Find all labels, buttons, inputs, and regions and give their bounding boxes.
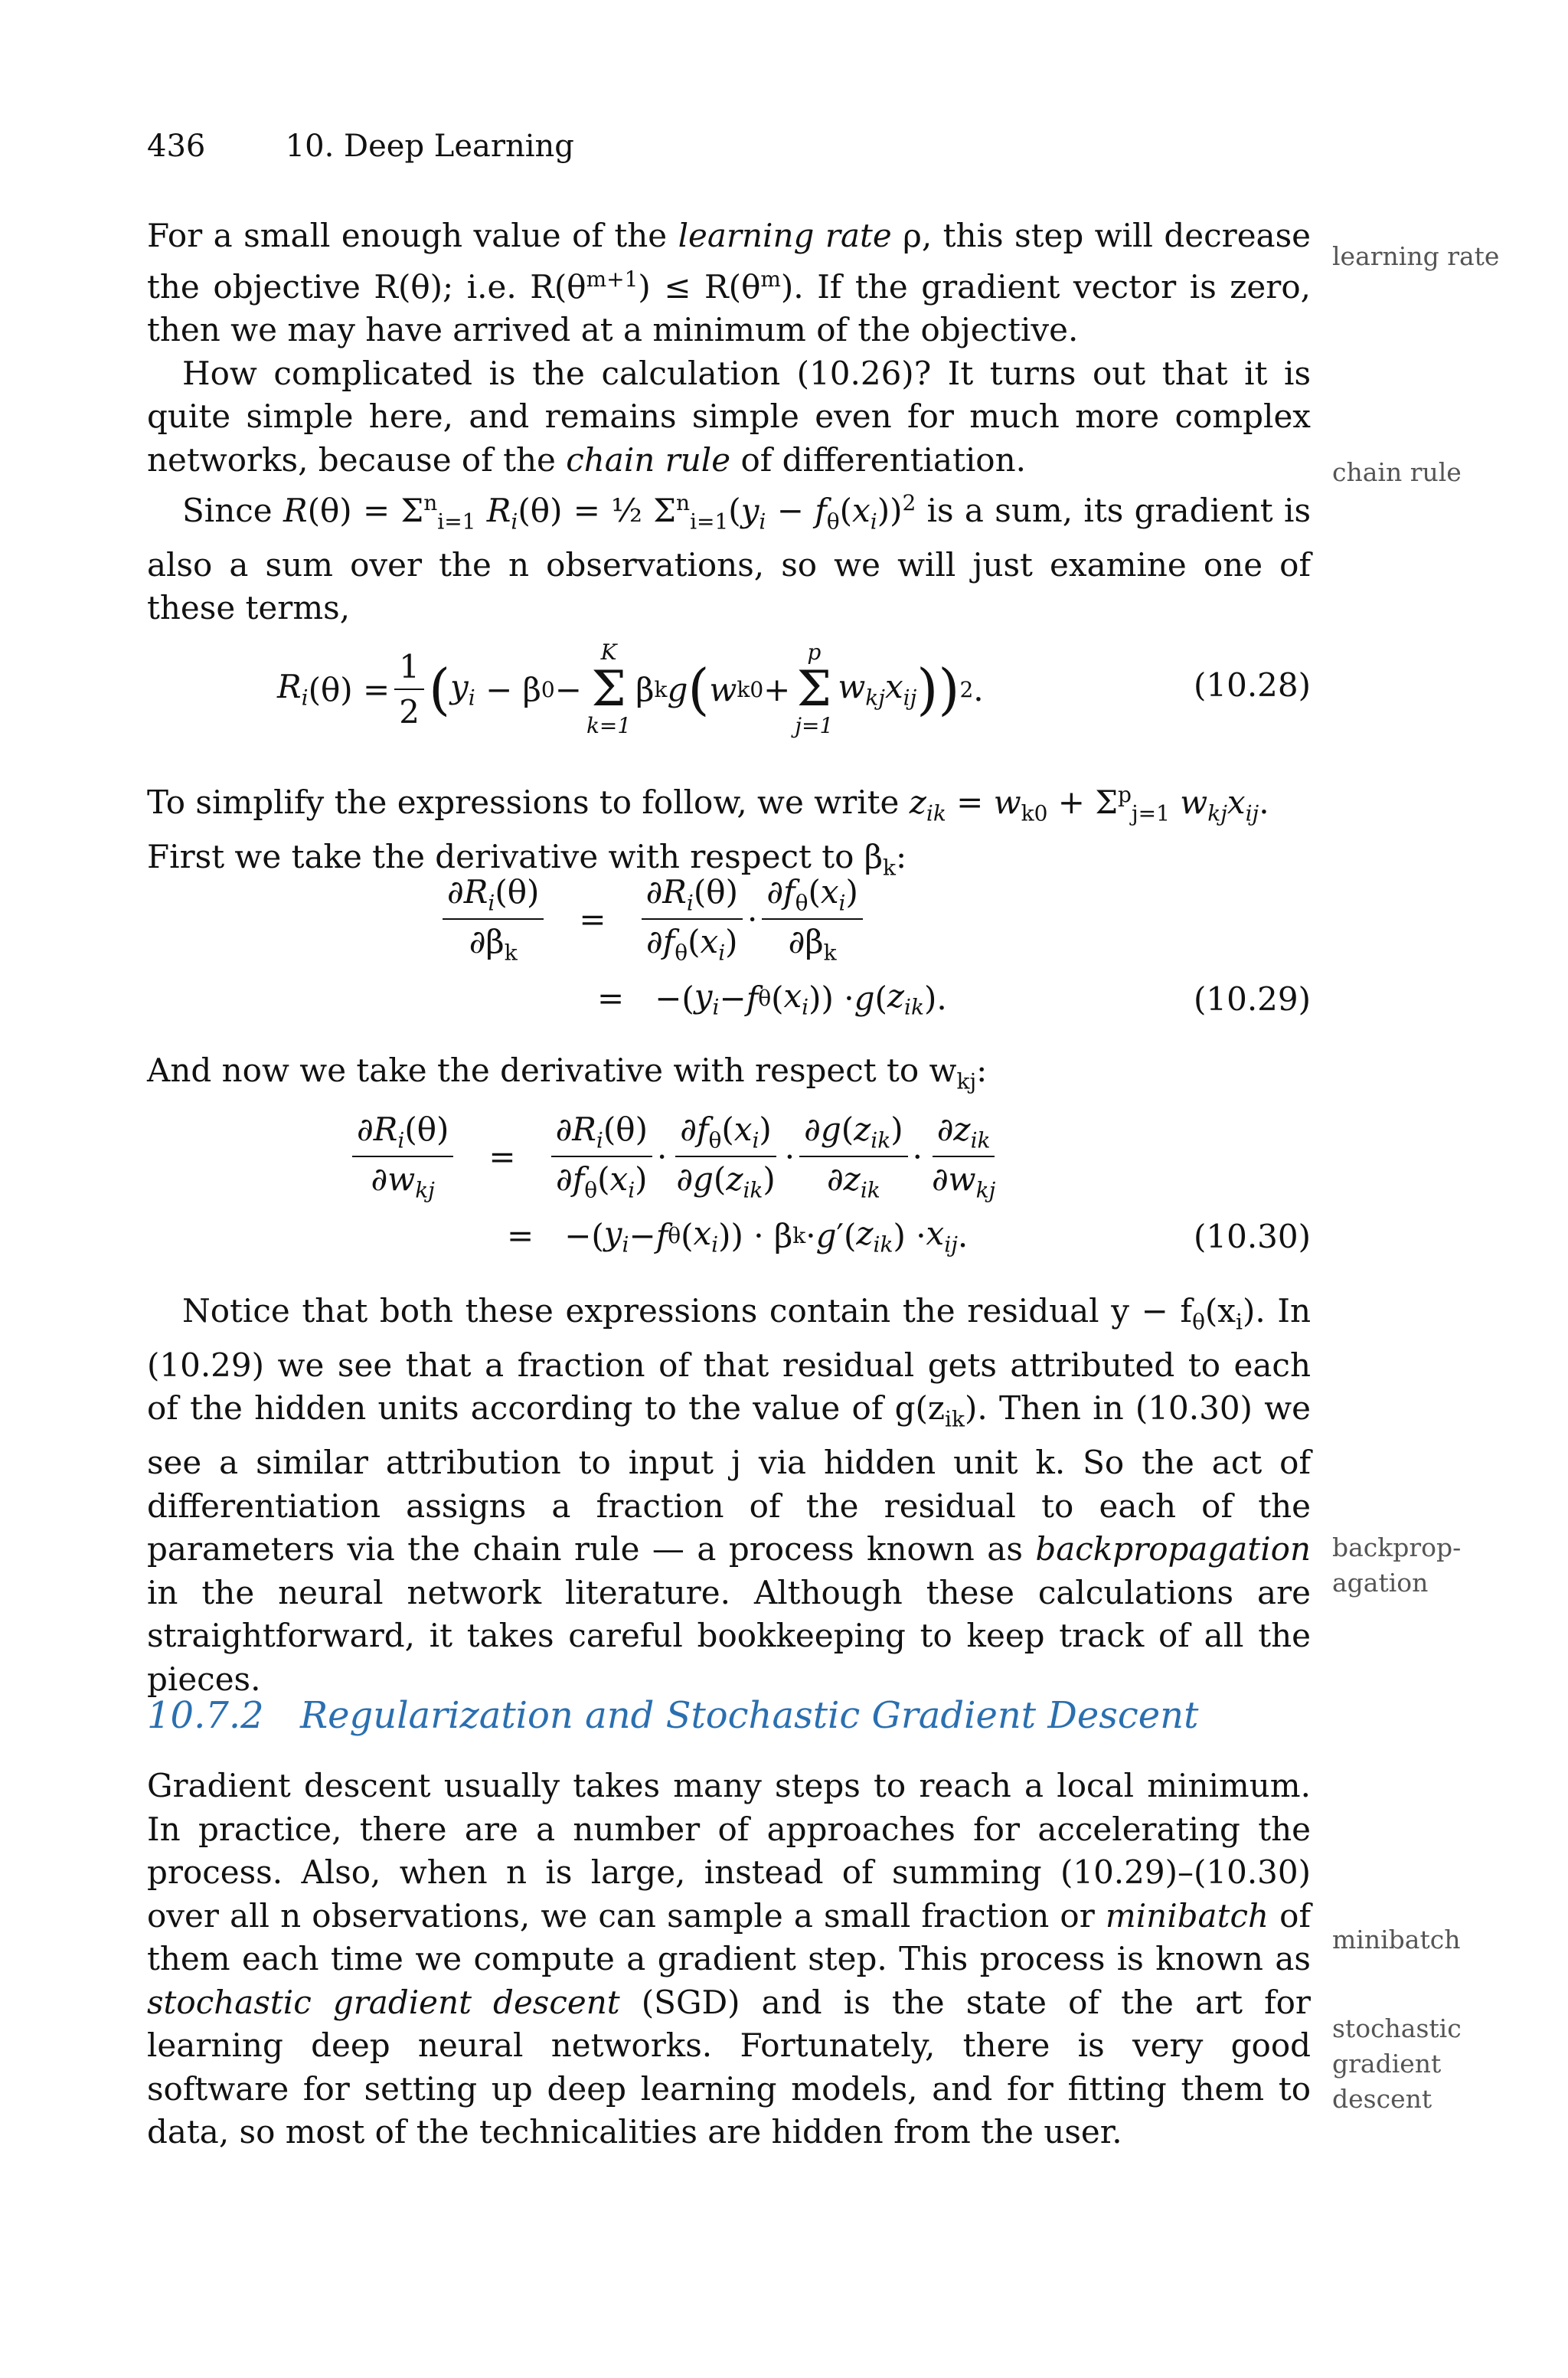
paragraph-backpropagation: Notice that both these expressions contain the residual $y - f_\theta(x_i)$. In (10.29) we see that a fraction of that residual gets attributed to each of the hidden units according to the value of $g(z_{ik})$. Then in (10.30) we see a similar attribution to input j via hidden unit k. So the act of differentiation assigns a fraction of the residual to each of the parameters via the chain rule — a process known as backpropagation in the neural network literature. Although these calculations are straightforward, it takes careful bookkeeping to keep track of all the pieces. [147,1292,1312,1698]
equation-number-10-28: (10.28) [1193,666,1311,704]
chapter-title: 10. Deep Learning [285,129,574,164]
paragraph-chain-rule: How complicated is the calculation (10.26)? It turns out that it is quite simple here, and remains simple even for much more complex networks, because of the chain rule of differentiation. [147,354,1311,479]
equation-10-28: $R_i$ (θ) = $\frac{1}{2}$ ( $y_i$ − β 0 − K Σ k=1 β k g ( w k0 + p Σ j=1 $w_{kj}x_{ij}$ )) 2 . (10.28) [277,639,1311,738]
paragraph-block-2 [147,774,1311,890]
paragraph-simplify: To simplify the expressions to follow, we write $z_{ik} = w_{k0} + \Sigma^p_{j=1}$ $w_{kj}x_{ij}$. [147,782,1269,826]
margin-note-backpropagation: backprop- agation [1332,1532,1462,1598]
margin-note-chain-rule: chain rule [1332,457,1462,487]
section-number: 10.7.2 [147,1694,264,1737]
equation-number-10-29: (10.29) [1193,980,1311,1018]
margin-note-sgd: stochastic gradient descent [1332,2013,1462,2114]
equation-10-30: $\frac{\partial R_i(\theta)}{\partial w_{kj}}$ = $\frac{\partial R_i(\theta)}{\partial f_\theta(x_i)}$ · $\frac{\partial f_\theta(x_i)}{\partial g(z_{ik})}$ · $\frac{\partial g(z_{ik})}{\partial z_{ik}}$ · $\frac{\partial z_{ik}}{\partial w_{kj}}$ = −( $y_i$ − f θ ( $x_i$ )) · β k · g ′( $z_{ik}$ ) · $x_{ij}$ . (10.30) [147,1110,1311,1264]
paragraph-derivative-beta: First we take the derivative with respect to $\beta_k$: [147,837,907,881]
paragraph-learning-rate: For a small enough value of the learning rate ρ, this step will decrease the objective R(θ); i.e. $R(\theta^{m+1}) \le R(\theta^m)$. If the gradient vector is zero, then we may have arrived at a minimum of the objective. [147,217,1311,348]
margin-note-learning-rate: learning rate [1332,241,1500,271]
paragraph-sum: Since $R(\theta) = \Sigma^n_{i=1}$ $R_i(\theta)$ = ½ $\Sigma^n_{i=1}(y_i - f_\theta(x_i))^2$ is a sum, its gradient is also a sum over the n observations, so we will just examine one of these terms, [147,490,1311,627]
section-heading [147,1694,1198,1737]
running-header [147,129,574,164]
paragraph-sgd: Gradient descent usually takes many steps to reach a local minimum. In practice, there are a number of approaches for accelerating the process. Also, when n is large, instead of summing (10.29)–(10.30) over all n observations, we can sample a small fraction or minibatch of them each time we compute a gradient step. This process is known as stochastic gradient descent (SGD) and is the state of the art for learning deep neural networks. Fortunately, there is very good software for setting up deep learning models, and for fitting them to data, so most of the technicalities are hidden from the user. [147,1767,1311,2151]
paragraph-block-1 [147,214,1311,630]
section-title: Regularization and Stochastic Gradient Descent [300,1694,1199,1737]
page-number: 436 [147,129,206,164]
equation-number-10-30: (10.30) [1193,1218,1311,1255]
margin-note-minibatch: minibatch [1332,1925,1461,1954]
equation-10-29: $\frac{\partial R_i(\theta)}{\partial\beta_k}$ = $\frac{\partial R_i(\theta)}{\partial f_\theta(x_i)}$ · $\frac{\partial f_\theta(x_i)}{\partial\beta_k}$ = −( $y_i$ − f θ ( $x_i$ )) · g ( $z_{ik}$ ). (10.29) [147,873,1311,1026]
paragraph-derivative-w: And now we take the derivative with respect to $w_{kj}$: [147,1052,988,1094]
